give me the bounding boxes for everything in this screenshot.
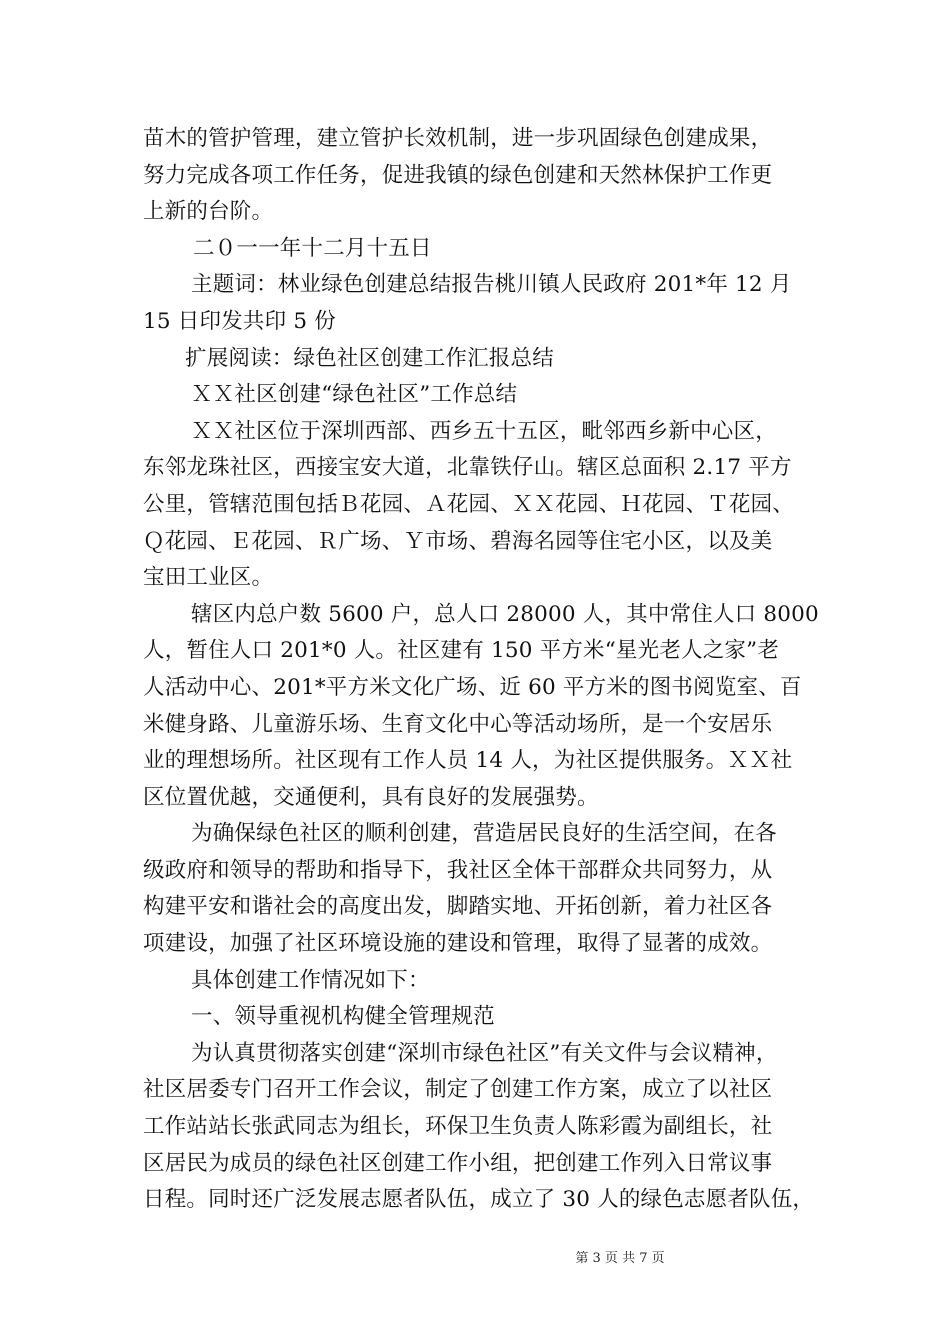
text-line: 业的理想场所。社区现有工作人员 14 人，为社区提供服务。ＸＸ社: [143, 748, 793, 774]
text-line: 公里，管辖范围包括Ｂ花园、Ａ花园、ＸＸ花园、Ｈ花园、Ｔ花园、: [143, 491, 795, 517]
document-body: [143, 121, 819, 1219]
page-footer: 第 3 页 共 7 页: [575, 1251, 665, 1266]
text-line: 二０一一年十二月十五日: [193, 235, 432, 261]
text-line: 扩展阅读：绿色社区创建工作汇报总结: [185, 345, 554, 371]
text-line: 社区居委专门召开工作会议，制定了创建工作方案，成立了以社区: [143, 1077, 773, 1103]
text-line: 15 日印发共印 5 份: [143, 308, 336, 334]
text-line: 日程。同时还广泛发展志愿者队伍，成立了 30 人的绿色志愿者队伍，: [143, 1187, 815, 1213]
text-line: 米健身路、儿童游乐场、生育文化中心等活动场所，是一个安居乐: [143, 711, 773, 737]
text-line: ＸＸ社区位于深圳西部、西乡五十五区，毗邻西乡新中心区，: [191, 418, 777, 444]
text-line: 构建平安和谐社会的高度出发，脚踏实地、开拓创新，着力社区各: [143, 894, 773, 920]
text-line: 上新的台阶。: [143, 199, 274, 225]
text-line: 人活动中心、201*平方米文化广场、近 60 平方米的图书阅览室、百: [143, 674, 802, 700]
text-line: 级政府和领导的帮助和指导下，我社区全体干部群众共同努力，从: [143, 857, 773, 883]
text-line: 人，暂住人口 201*0 人。社区建有 150 平方米“星光老人之家”老: [143, 638, 780, 664]
text-line: 具体创建工作情况如下：: [191, 967, 430, 993]
text-line: 为认真贯彻落实创建“深圳市绿色社区”有关文件与会议精神，: [191, 1040, 778, 1066]
text-line: 区位置优越，交通便利，具有良好的发展强势。: [143, 784, 599, 810]
text-line: 宝田工业区。: [143, 565, 274, 591]
text-line: 辖区内总户数 5600 户，总人口 28000 人，其中常住人口 8000: [191, 601, 819, 627]
text-line: 东邻龙珠社区，西接宝安大道，北靠铁仔山。辖区总面积 2.17 平方: [143, 455, 792, 481]
text-line: 项建设，加强了社区环境设施的建设和管理，取得了显著的成效。: [143, 931, 773, 957]
text-line: ＸＸ社区创建“绿色社区”工作总结: [191, 382, 518, 408]
text-line: 主题词：林业绿色创建总结报告桃川镇人民政府 201*年 12 月: [191, 272, 792, 298]
text-line: 苗木的管护管理，建立管护长效机制，进一步巩固绿色创建成果，: [143, 126, 773, 151]
text-line: 为确保绿色社区的顺利创建，营造居民良好的生活空间，在各: [191, 821, 777, 847]
text-line: 努力完成各项工作任务，促进我镇的绿色创建和天然林保护工作更: [143, 162, 773, 188]
text-line: 一、领导重视机构健全管理规范: [191, 1004, 495, 1030]
text-line: 区居民为成员的绿色社区创建工作小组，把创建工作列入日常议事: [143, 1150, 773, 1176]
text-line: Ｑ花园、Ｅ花园、Ｒ广场、Ｙ市场、碧海名园等住宅小区，以及美: [143, 528, 773, 554]
text-line: 工作站站长张武同志为组长，环保卫生负责人陈彩霞为副组长，社: [143, 1114, 773, 1140]
